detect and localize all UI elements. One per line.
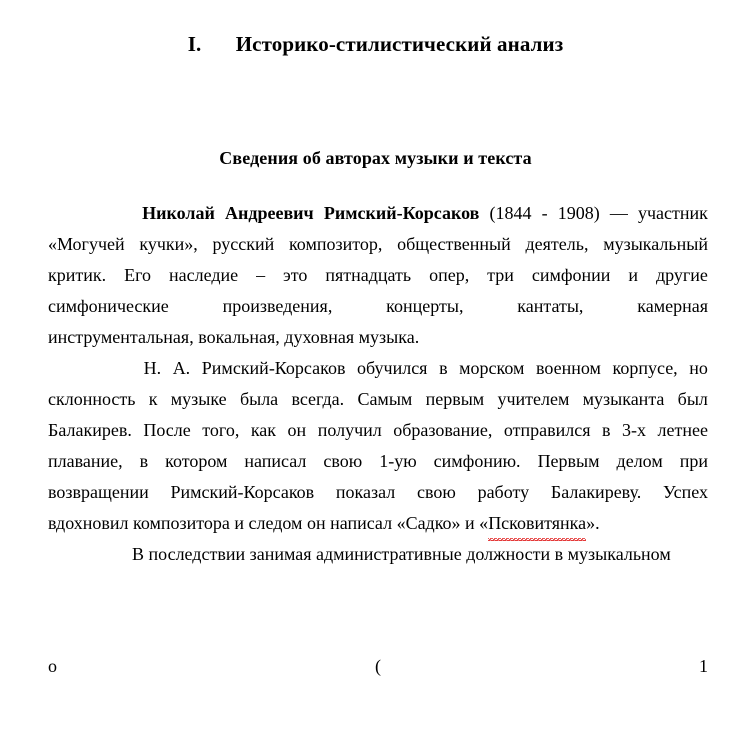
text-word: другие bbox=[655, 265, 708, 285]
text-word: — bbox=[609, 203, 628, 223]
text-line bbox=[48, 291, 708, 322]
page-title-text: Историко-стилистический анализ bbox=[235, 32, 564, 57]
text-line bbox=[48, 229, 708, 260]
text-word: Самым bbox=[357, 389, 413, 409]
text-word: три bbox=[487, 265, 514, 285]
text-word: общественный bbox=[397, 234, 511, 254]
text-word: музыканта bbox=[582, 389, 665, 409]
text-word: Балакиреву. bbox=[550, 482, 642, 502]
text-word: музыкальный bbox=[603, 234, 708, 254]
text-word: военном bbox=[536, 358, 601, 378]
text-word: деятель, bbox=[525, 234, 589, 254]
text-word: это bbox=[283, 265, 308, 285]
misspelled-word[interactable]: Псковитянка bbox=[488, 508, 586, 539]
text-word: критик. bbox=[48, 265, 107, 285]
text-word: в bbox=[602, 420, 611, 440]
text-word: отправился bbox=[503, 420, 591, 440]
text-word: в bbox=[139, 451, 149, 471]
text-word: летнее bbox=[657, 420, 708, 440]
text-word: обучился bbox=[357, 358, 428, 378]
text-word: был bbox=[677, 389, 708, 409]
text-word: Его bbox=[124, 265, 152, 285]
text-line bbox=[48, 477, 708, 508]
text-word: в bbox=[439, 358, 448, 378]
text-word: А. bbox=[172, 358, 191, 378]
text-line bbox=[48, 446, 708, 477]
text-word: участник bbox=[637, 203, 708, 223]
text-word: котором bbox=[165, 451, 228, 471]
text-word: всегда. bbox=[291, 389, 345, 409]
text-word: и bbox=[628, 265, 638, 285]
text-word: концерты, bbox=[386, 296, 464, 316]
text-word: Николай bbox=[142, 203, 215, 223]
page-title-numeral: I. bbox=[187, 32, 202, 57]
text-line bbox=[48, 260, 708, 291]
text-word: корпусе, bbox=[612, 358, 678, 378]
paragraph-1 bbox=[48, 198, 708, 353]
paragraph-2 bbox=[48, 353, 708, 539]
text-line bbox=[48, 384, 708, 415]
text-line bbox=[48, 198, 708, 229]
text-word: камерная bbox=[637, 296, 708, 316]
text-word: ». bbox=[586, 513, 600, 533]
text-word: была bbox=[239, 389, 279, 409]
text-word: произведения, bbox=[222, 296, 333, 316]
text-word: кучки», bbox=[139, 234, 198, 254]
text-word: как bbox=[250, 420, 277, 440]
text-word: вдохновил композитора и следом он написал «Садко» и « bbox=[48, 513, 489, 533]
text-word: Римский-Корсаков bbox=[323, 203, 480, 223]
text-word: к bbox=[148, 389, 158, 409]
text-word: свою bbox=[417, 482, 456, 502]
text-word: ( bbox=[375, 656, 381, 676]
text-word: После bbox=[143, 420, 191, 440]
text-word: симфонию. bbox=[433, 451, 521, 471]
text-word: получил bbox=[317, 420, 382, 440]
text-word: того, bbox=[202, 420, 240, 440]
text-word: инструментальная, вокальная, духовная музыка. bbox=[48, 327, 420, 347]
text-line bbox=[48, 322, 708, 353]
text-word: - bbox=[541, 203, 548, 223]
text-word: 1-ую bbox=[379, 451, 417, 471]
text-word: Римский-Корсаков bbox=[170, 482, 315, 502]
text-word: работу bbox=[477, 482, 530, 502]
text-word: Успех bbox=[663, 482, 708, 502]
text-word: 3-х bbox=[622, 420, 647, 440]
text-line bbox=[48, 415, 708, 446]
text-word: Первым bbox=[537, 451, 600, 471]
text-word: музыке bbox=[170, 389, 227, 409]
text-line bbox=[48, 353, 708, 384]
text-word: морском bbox=[459, 358, 525, 378]
clipped-bottom-line-inner bbox=[48, 651, 708, 682]
text-word: написал bbox=[244, 451, 307, 471]
paragraph-3 bbox=[48, 539, 708, 570]
text-word: Балакирев. bbox=[48, 420, 132, 440]
text-word: о bbox=[48, 656, 57, 676]
text-word: образование, bbox=[393, 420, 493, 440]
text-word: показал bbox=[335, 482, 396, 502]
text-word: русский bbox=[212, 234, 275, 254]
text-line bbox=[48, 539, 708, 570]
text-word: симфонии bbox=[531, 265, 611, 285]
text-word: кантаты, bbox=[517, 296, 584, 316]
text-word: «Могучей bbox=[48, 234, 125, 254]
text-word: склонность bbox=[48, 389, 136, 409]
text-word: возвращении bbox=[48, 482, 149, 502]
text-word: композитор, bbox=[288, 234, 383, 254]
text-word: учителем bbox=[497, 389, 570, 409]
text-word: симфонические bbox=[48, 296, 169, 316]
text-word: первым bbox=[425, 389, 485, 409]
text-word: пятнадцать bbox=[325, 265, 412, 285]
text-word: Н. bbox=[143, 358, 162, 378]
text-word: опер, bbox=[429, 265, 470, 285]
text-word: свою bbox=[323, 451, 363, 471]
text-word: Андреевич bbox=[225, 203, 314, 223]
text-word: делом bbox=[616, 451, 663, 471]
text-word: (1844 bbox=[489, 203, 532, 223]
text-word: В последствии занимая административные должности в музыкальном bbox=[132, 544, 671, 564]
text-word: он bbox=[287, 420, 307, 440]
section-subheading: Сведения об авторах музыки и текста bbox=[219, 147, 532, 168]
text-word: но bbox=[689, 358, 708, 378]
page-title bbox=[0, 30, 751, 58]
body-text bbox=[48, 198, 708, 570]
text-word: – bbox=[256, 265, 266, 285]
text-word: 1908) bbox=[557, 203, 600, 223]
text-line bbox=[48, 508, 708, 539]
text-word: наследие bbox=[168, 265, 239, 285]
text-word: при bbox=[679, 451, 708, 471]
clipped-bottom-line bbox=[48, 591, 708, 676]
text-word: 1 bbox=[699, 656, 708, 676]
text-word: плавание, bbox=[48, 451, 123, 471]
text-word: Римский-Корсаков bbox=[201, 358, 346, 378]
